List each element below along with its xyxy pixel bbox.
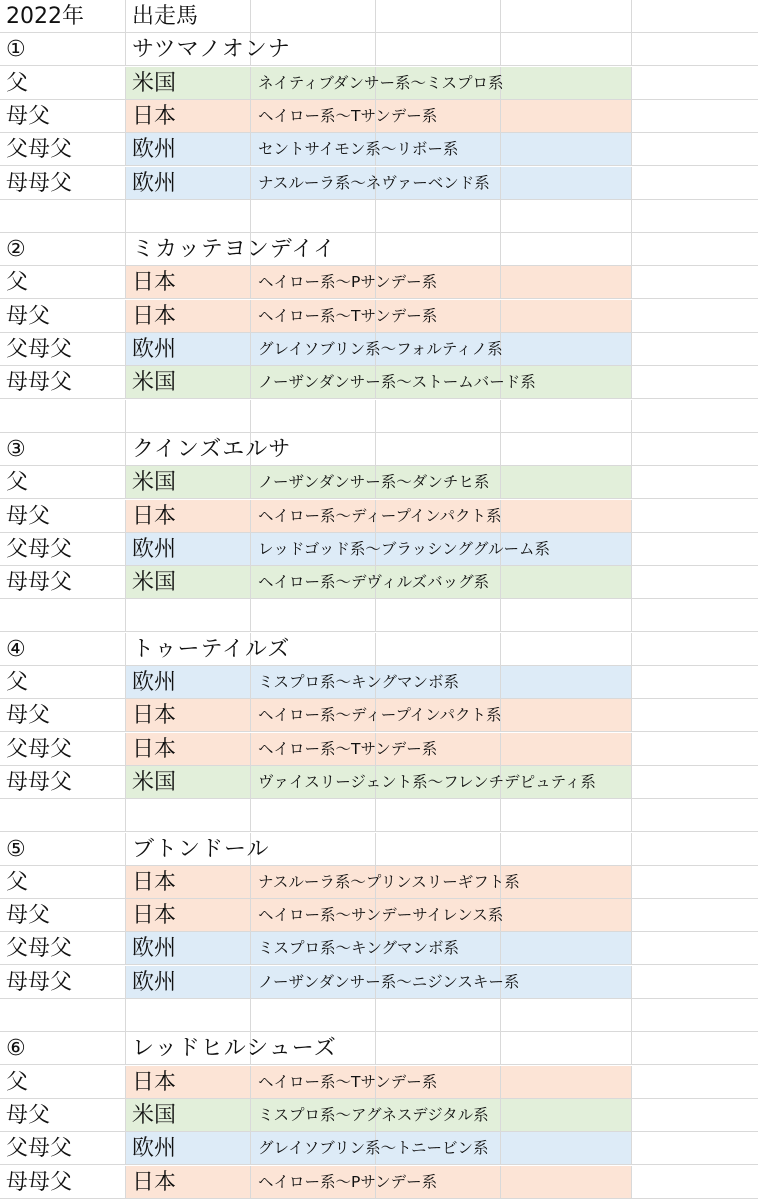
role-cell-text: 母父	[6, 703, 51, 729]
role-cell-text: 母母父	[6, 570, 73, 596]
empty-cell[interactable]	[632, 466, 758, 499]
role-cell[interactable]	[0, 133, 126, 166]
role-cell-text: 父	[6, 270, 29, 296]
horse-number-cell[interactable]	[0, 833, 126, 866]
empty-cell[interactable]	[501, 233, 632, 266]
region-text: 日本	[132, 1169, 177, 1195]
horse-name: ミカッテヨンデイイ	[132, 237, 337, 263]
empty-cell[interactable]	[0, 999, 126, 1032]
pedigree-row	[0, 1132, 758, 1165]
horse-name: ブトンドール	[132, 836, 270, 862]
role-cell-text: 父母父	[6, 1136, 73, 1162]
horse-header-row	[0, 433, 758, 466]
empty-cell[interactable]	[632, 1132, 758, 1165]
region-text: 米国	[132, 470, 177, 496]
lineage-text: ヘイロー系〜デヴィルズバッグ系	[258, 573, 490, 592]
empty-cell[interactable]	[632, 966, 758, 999]
role-cell-text: 母母父	[6, 969, 73, 995]
region-cell[interactable]	[126, 1099, 251, 1132]
empty-cell[interactable]	[632, 67, 758, 100]
region-text: 日本	[132, 103, 177, 129]
region-text: 欧州	[132, 969, 177, 995]
horse-header-row	[0, 1032, 758, 1065]
region-text: 日本	[132, 903, 177, 929]
role-cell-text: 父母父	[6, 137, 73, 163]
region-text: 日本	[132, 1069, 177, 1095]
lineage-text: ヘイロー系〜Tサンデー系	[258, 739, 438, 758]
empty-cell[interactable]	[251, 0, 376, 33]
region-text: 米国	[132, 370, 177, 396]
role-cell[interactable]	[0, 1166, 126, 1199]
role-cell-text: 母母父	[6, 1169, 73, 1195]
role-cell[interactable]	[0, 266, 126, 299]
empty-cell[interactable]	[376, 0, 501, 33]
region-cell[interactable]	[126, 533, 251, 566]
horse-number-cell-text: ⑥	[6, 1036, 26, 1062]
empty-cell[interactable]	[0, 200, 126, 233]
pedigree-row	[0, 733, 758, 766]
region-text: 米国	[132, 1102, 177, 1128]
role-cell[interactable]	[0, 300, 126, 333]
empty-cell[interactable]	[501, 566, 632, 599]
empty-cell[interactable]	[501, 733, 632, 766]
role-cell[interactable]	[0, 100, 126, 133]
role-cell-text: 母父	[6, 303, 51, 329]
empty-cell[interactable]	[501, 400, 632, 433]
region-cell[interactable]	[126, 566, 251, 599]
empty-cell[interactable]	[632, 266, 758, 299]
horse-name: サツマノオンナ	[132, 37, 291, 63]
role-cell[interactable]	[0, 366, 126, 399]
empty-cell[interactable]	[632, 932, 758, 965]
empty-cell[interactable]	[501, 266, 632, 299]
empty-cell[interactable]	[632, 533, 758, 566]
empty-cell[interactable]	[632, 766, 758, 799]
pedigree-row	[0, 133, 758, 166]
lineage-text: ノーザンダンサー系〜ストームバード系	[258, 373, 536, 392]
empty-cell[interactable]	[632, 866, 758, 899]
region-cell[interactable]	[126, 766, 251, 799]
role-cell[interactable]	[0, 666, 126, 699]
role-cell-text: 母母父	[6, 370, 73, 396]
lineage-text: レッドゴッド系〜ブラッシンググルーム系	[258, 539, 550, 558]
blank-row	[0, 400, 758, 433]
empty-cell[interactable]	[251, 400, 376, 433]
horse-number-cell[interactable]	[0, 433, 126, 466]
role-cell[interactable]	[0, 167, 126, 200]
empty-cell[interactable]	[0, 599, 126, 632]
empty-cell[interactable]	[501, 799, 632, 832]
pedigree-row	[0, 866, 758, 899]
empty-cell[interactable]	[126, 999, 251, 1032]
empty-cell[interactable]	[0, 400, 126, 433]
pedigree-row	[0, 266, 758, 299]
empty-cell[interactable]	[501, 300, 632, 333]
empty-cell[interactable]	[632, 300, 758, 333]
empty-cell[interactable]	[501, 133, 632, 166]
region-cell[interactable]	[126, 932, 251, 965]
region-text: 欧州	[132, 936, 177, 962]
lineage-text: ノーザンダンサー系〜ニジンスキー系	[258, 972, 520, 991]
empty-cell[interactable]	[632, 133, 758, 166]
pedigree-row	[0, 167, 758, 200]
empty-cell[interactable]	[251, 799, 376, 832]
role-cell[interactable]	[0, 67, 126, 100]
region-cell[interactable]	[126, 1066, 251, 1099]
empty-cell[interactable]	[376, 833, 501, 866]
pedigree-row	[0, 366, 758, 399]
region-text: 米国	[132, 570, 177, 596]
region-cell[interactable]	[126, 167, 251, 200]
role-cell[interactable]	[0, 1132, 126, 1165]
empty-cell[interactable]	[501, 1032, 632, 1065]
role-cell-text: 母父	[6, 903, 51, 929]
region-text: 欧州	[132, 670, 177, 695]
region-text: 欧州	[132, 337, 177, 362]
region-cell[interactable]	[126, 1166, 251, 1199]
empty-cell[interactable]	[501, 699, 632, 732]
role-cell-text: 母父	[6, 1102, 51, 1128]
empty-cell[interactable]	[126, 200, 251, 233]
lineage-text: ミスプロ系〜キングマンボ系	[258, 939, 460, 958]
role-cell-text: 母母父	[6, 170, 73, 196]
empty-cell[interactable]	[376, 200, 501, 233]
pedigree-row	[0, 500, 758, 533]
empty-cell[interactable]	[501, 866, 632, 899]
empty-cell[interactable]	[632, 633, 758, 666]
region-text: 欧州	[132, 137, 177, 163]
lineage-text: ヘイロー系〜Tサンデー系	[258, 1072, 438, 1091]
role-cell-text: 母父	[6, 503, 51, 529]
empty-cell[interactable]	[501, 433, 632, 466]
empty-cell[interactable]	[632, 500, 758, 533]
empty-cell[interactable]	[376, 633, 501, 666]
pedigree-row	[0, 1099, 758, 1132]
empty-cell[interactable]	[501, 999, 632, 1032]
empty-cell[interactable]	[632, 200, 758, 233]
blank-row	[0, 999, 758, 1032]
role-cell-text: 父母父	[6, 736, 73, 762]
empty-cell[interactable]	[501, 67, 632, 100]
empty-cell[interactable]	[501, 466, 632, 499]
region-text: 日本	[132, 869, 177, 895]
role-cell-text: 父母父	[6, 337, 73, 362]
blank-row	[0, 599, 758, 632]
region-text: 日本	[132, 503, 177, 529]
role-cell-text: 父	[6, 1069, 29, 1095]
role-cell[interactable]	[0, 566, 126, 599]
pedigree-row	[0, 899, 758, 932]
lineage-text: ヘイロー系〜ディープインパクト系	[258, 506, 502, 525]
empty-cell[interactable]	[632, 366, 758, 399]
role-cell[interactable]	[0, 533, 126, 566]
empty-cell[interactable]	[632, 100, 758, 133]
empty-cell[interactable]	[376, 400, 501, 433]
empty-cell[interactable]	[251, 599, 376, 632]
empty-cell[interactable]	[251, 999, 376, 1032]
region-text: 日本	[132, 303, 177, 329]
horse-name: トゥーテイルズ	[132, 636, 291, 662]
empty-cell[interactable]	[501, 633, 632, 666]
role-cell-text: 父	[6, 70, 29, 96]
empty-cell[interactable]	[501, 33, 632, 66]
lineage-text: ネイティブダンサー系〜ミスプロ系	[258, 73, 504, 92]
blank-row	[0, 200, 758, 233]
horse-number-cell-text: ④	[6, 636, 26, 662]
empty-cell[interactable]	[501, 966, 632, 999]
year-cell[interactable]: 2022年	[0, 0, 126, 33]
pedigree-row	[0, 699, 758, 732]
empty-cell[interactable]	[501, 1099, 632, 1132]
pedigree-row	[0, 1066, 758, 1099]
empty-cell[interactable]	[632, 400, 758, 433]
pedigree-row	[0, 100, 758, 133]
region-cell[interactable]	[126, 67, 251, 100]
horse-header-row	[0, 633, 758, 666]
empty-cell[interactable]	[501, 1066, 632, 1099]
lineage-text: ヘイロー系〜Tサンデー系	[258, 306, 438, 325]
empty-cell[interactable]	[376, 799, 501, 832]
lineage-text: セントサイモン系〜リボー系	[258, 140, 459, 159]
lineage-text: ミスプロ系〜アグネスデジタル系	[258, 1105, 489, 1124]
horse-number-cell-text: ②	[6, 237, 26, 263]
region-cell[interactable]	[126, 133, 251, 166]
empty-cell[interactable]	[126, 599, 251, 632]
horse-number-cell-text: ①	[6, 37, 26, 63]
horse-name: レッドヒルシューズ	[132, 1036, 337, 1062]
role-cell-text: 父	[6, 470, 29, 496]
lineage-text: ヘイロー系〜ディープインパクト系	[258, 706, 502, 725]
region-cell[interactable]	[126, 966, 251, 999]
role-cell[interactable]	[0, 699, 126, 732]
role-cell[interactable]	[0, 466, 126, 499]
region-cell[interactable]	[126, 666, 251, 699]
pedigree-row	[0, 566, 758, 599]
region-cell[interactable]	[126, 266, 251, 299]
lineage-text: ミスプロ系〜キングマンボ系	[258, 673, 460, 691]
empty-cell[interactable]	[632, 1099, 758, 1132]
region-cell[interactable]	[126, 1132, 251, 1165]
region-text: 日本	[132, 270, 177, 296]
empty-cell[interactable]	[632, 33, 758, 66]
empty-cell[interactable]	[632, 1032, 758, 1065]
empty-cell[interactable]	[632, 733, 758, 766]
region-text: 日本	[132, 736, 177, 762]
role-cell[interactable]	[0, 733, 126, 766]
lineage-text: ヘイロー系〜Pサンデー系	[258, 273, 438, 292]
empty-cell[interactable]	[632, 0, 758, 33]
empty-cell[interactable]	[632, 1066, 758, 1099]
lineage-text: ノーザンダンサー系〜ダンチヒ系	[258, 473, 490, 492]
role-cell-text: 父母父	[6, 936, 73, 962]
pedigree-row	[0, 1166, 758, 1199]
horse-number-cell-text: ⑤	[6, 836, 26, 862]
lineage-text: ヘイロー系〜Tサンデー系	[258, 106, 438, 125]
region-cell[interactable]	[126, 100, 251, 133]
role-cell[interactable]	[0, 866, 126, 899]
horse-number-cell[interactable]	[0, 33, 126, 66]
empty-cell[interactable]	[632, 233, 758, 266]
empty-cell[interactable]	[632, 999, 758, 1032]
horse-header-row	[0, 833, 758, 866]
region-cell[interactable]	[126, 866, 251, 899]
lineage-text: ヘイロー系〜Pサンデー系	[258, 1172, 438, 1191]
empty-cell[interactable]	[501, 333, 632, 366]
empty-cell[interactable]	[632, 167, 758, 200]
empty-cell[interactable]	[501, 932, 632, 965]
empty-cell[interactable]	[251, 200, 376, 233]
role-cell-text: 父母父	[6, 536, 73, 562]
empty-cell[interactable]	[632, 566, 758, 599]
pedigree-row	[0, 666, 758, 699]
empty-cell[interactable]	[501, 500, 632, 533]
horse-number-cell[interactable]	[0, 633, 126, 666]
role-cell[interactable]	[0, 1099, 126, 1132]
empty-cell[interactable]	[501, 200, 632, 233]
empty-cell[interactable]	[501, 899, 632, 932]
empty-cell[interactable]	[501, 167, 632, 200]
pedigree-row	[0, 932, 758, 965]
header-row	[0, 0, 758, 33]
region-cell[interactable]	[126, 500, 251, 533]
empty-cell[interactable]	[126, 400, 251, 433]
empty-cell[interactable]	[632, 666, 758, 699]
horse-name: クインズエルサ	[132, 436, 292, 462]
empty-cell[interactable]	[632, 699, 758, 732]
pedigree-row	[0, 533, 758, 566]
lineage-text: ナスルーラ系〜ネヴァーベンド系	[258, 173, 490, 192]
lineage-text: ヘイロー系〜サンデーサイレンス系	[258, 906, 504, 925]
empty-cell[interactable]	[632, 1166, 758, 1199]
role-cell-text: 母父	[6, 103, 51, 129]
blank-row	[0, 799, 758, 832]
empty-cell[interactable]	[501, 599, 632, 632]
empty-cell[interactable]	[251, 833, 376, 866]
role-cell[interactable]	[0, 333, 126, 366]
region-text: 米国	[132, 70, 177, 96]
empty-cell[interactable]	[632, 433, 758, 466]
empty-cell[interactable]	[376, 33, 501, 66]
region-cell[interactable]	[126, 300, 251, 333]
empty-cell[interactable]	[376, 999, 501, 1032]
region-cell[interactable]	[126, 699, 251, 732]
empty-cell[interactable]	[632, 599, 758, 632]
role-cell-text: 父	[6, 670, 29, 695]
lineage-text: グレイソブリン系〜フォルティノ系	[258, 340, 503, 358]
empty-cell[interactable]	[376, 233, 501, 266]
region-cell[interactable]	[126, 899, 251, 932]
horse-number-cell[interactable]	[0, 1032, 126, 1065]
role-cell[interactable]	[0, 1066, 126, 1099]
empty-cell[interactable]	[632, 799, 758, 832]
empty-cell[interactable]	[632, 899, 758, 932]
empty-cell[interactable]	[501, 100, 632, 133]
empty-cell[interactable]	[501, 833, 632, 866]
pedigree-row	[0, 333, 758, 366]
region-cell[interactable]	[126, 333, 251, 366]
pedigree-row	[0, 966, 758, 999]
region-text: 欧州	[132, 1136, 177, 1162]
empty-cell[interactable]	[0, 799, 126, 832]
empty-cell[interactable]	[376, 433, 501, 466]
role-cell[interactable]	[0, 932, 126, 965]
role-cell[interactable]	[0, 766, 126, 799]
empty-cell[interactable]	[126, 799, 251, 832]
lineage-text: グレイソブリン系〜トニービン系	[258, 1139, 489, 1158]
role-cell[interactable]	[0, 966, 126, 999]
role-cell-text: 父	[6, 869, 29, 895]
horse-number-cell-text: ③	[6, 436, 26, 462]
pedigree-row	[0, 67, 758, 100]
header-title-cell[interactable]: 出走馬	[126, 0, 251, 33]
empty-cell[interactable]	[501, 1166, 632, 1199]
region-cell[interactable]	[126, 466, 251, 499]
region-text: 米国	[132, 769, 177, 795]
empty-cell[interactable]	[632, 333, 758, 366]
role-cell[interactable]	[0, 899, 126, 932]
region-text: 欧州	[132, 536, 177, 562]
empty-cell[interactable]	[501, 0, 632, 33]
region-text: 欧州	[132, 170, 177, 196]
empty-cell[interactable]	[376, 599, 501, 632]
region-text: 日本	[132, 703, 177, 729]
empty-cell[interactable]	[632, 833, 758, 866]
pedigree-row	[0, 766, 758, 799]
empty-cell[interactable]	[501, 666, 632, 699]
horse-header-row	[0, 233, 758, 266]
horse-number-cell[interactable]	[0, 233, 126, 266]
pedigree-row	[0, 466, 758, 499]
lineage-text: ヴァイスリージェント系〜フレンチデピュティ系	[258, 772, 596, 791]
pedigree-row	[0, 300, 758, 333]
horse-header-row	[0, 33, 758, 66]
role-cell[interactable]	[0, 500, 126, 533]
region-cell[interactable]	[126, 733, 251, 766]
role-cell-text: 母母父	[6, 769, 73, 795]
region-cell[interactable]	[126, 366, 251, 399]
lineage-text: ナスルーラ系〜プリンスリーギフト系	[258, 872, 520, 891]
empty-cell[interactable]	[501, 1132, 632, 1165]
empty-cell[interactable]	[376, 1032, 501, 1065]
